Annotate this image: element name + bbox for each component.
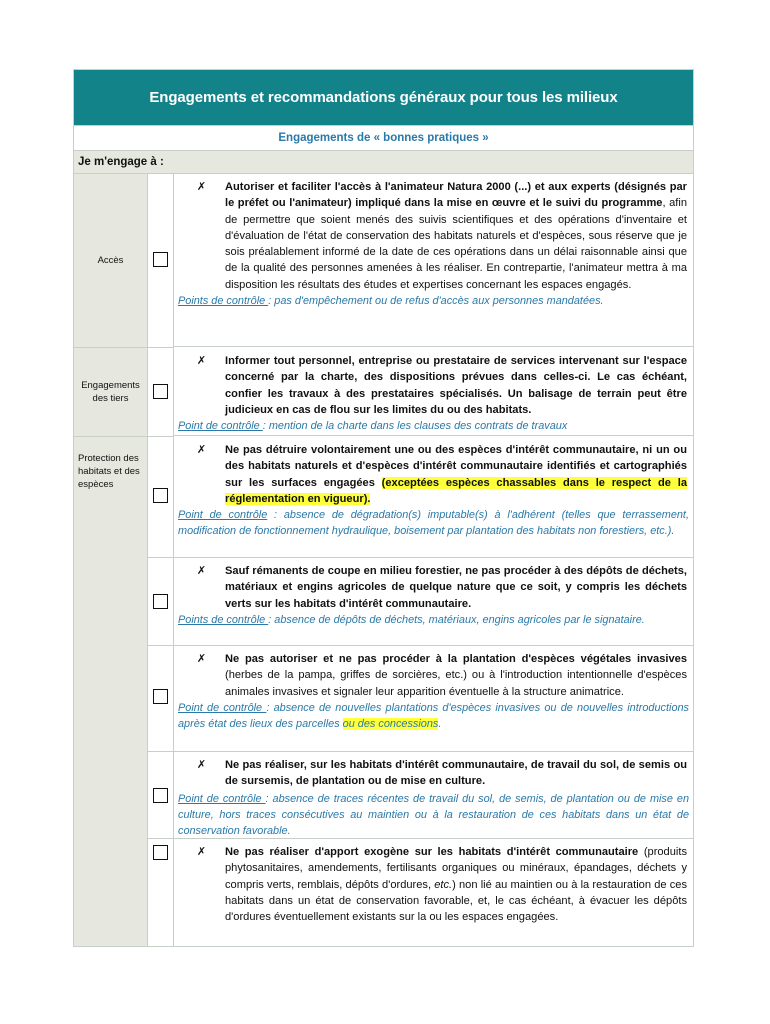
- control-point: [178, 700, 689, 733]
- commitment-bold: Sauf rémanents de coupe en milieu forestier, ne pas procéder à des dépôts de déchets, matériaux et engins agricoles de quelque nature que ce soit, y compris les déchets verts sur les habitats d'intérêt communautaire.: [225, 565, 687, 610]
- commitment-item: [174, 839, 693, 946]
- commitment-text: (produits phytosanitaires, amendements, fertilisants organiques ou minéraux, épandages, déchets y compris verts, remblais, dépôts d'ordures,: [225, 846, 687, 891]
- engage-label: Je m'engage à :: [74, 150, 693, 174]
- commitment-italic: etc.: [434, 878, 453, 891]
- commitment-item: [174, 437, 693, 558]
- control-text-end: .: [438, 718, 442, 731]
- commitment-bold: Informer tout personnel, entreprise ou prestataire de services intervenant sur l'espace concerné par la charte, des dispositions prévues dans celles-ci. Le cas échéant, confier les travaux à des prestataires spécialisés. Un balisage de terrain peut être judicieux en cas de flou sur les limites du ou des habitats.: [225, 355, 687, 416]
- checkbox-cell: [148, 558, 174, 646]
- cross-icon: ✗: [196, 444, 207, 456]
- cross-icon: ✗: [196, 181, 207, 193]
- category-empty: [74, 752, 148, 839]
- checkbox-protection-2[interactable]: [153, 594, 168, 609]
- control-text: : mention de la charte dans les clauses des contrats de travaux: [262, 420, 568, 433]
- cross-icon: ✗: [196, 759, 207, 771]
- commitment-text: , afin de permettre que soient menés des suivis scientifiques et des opérations d'inventaire et d'évaluation de l'état de conservation des habitats naturels et d'espèces, sous réserve que je sois préalablement informé de la date de ces opérations dans un délai raisonnable ainsi que de la qualité des personnes amenées à les réaliser. En contrepartie, l'animateur mettra à ma disposition les résultats des études et expertises concernant les espaces engagés.: [225, 197, 687, 291]
- checkbox-tiers[interactable]: [153, 384, 168, 399]
- checkbox-protection-1[interactable]: [153, 488, 168, 503]
- commitment-bold: Ne pas réaliser d'apport exogène sur les habitats d'intérêt communautaire: [225, 846, 639, 858]
- cross-icon: ✗: [196, 565, 207, 577]
- commitment-item: [174, 752, 693, 839]
- cross-icon: ✗: [196, 653, 207, 665]
- category-tiers: Engagements des tiers: [74, 348, 148, 437]
- checkbox-acces[interactable]: [153, 252, 168, 267]
- checkbox-cell: [148, 174, 174, 348]
- checkbox-protection-5[interactable]: [153, 845, 168, 860]
- commitment-text-end: ) non lié au maintien ou à la restauration de ces habitats dans un état de conservation favorable, et, le cas échéant, à évacuer les dépôts d'ordures éventuellement existants sur la ou les espaces engagées.: [225, 878, 687, 924]
- category-empty: [74, 839, 148, 946]
- control-label: Point de contrôle: [178, 509, 268, 522]
- checkbox-cell: [148, 839, 174, 946]
- category-protection: Protection des habitats et des espèces: [74, 437, 148, 558]
- control-label: Point de contrôle: [178, 792, 266, 805]
- control-text: : absence de traces récentes de travail du sol, de semis, de plantation ou de mise en culture, hors traces consécutives au maintien ou à la restauration de ces habitats dans un état de conservation favorable.: [178, 792, 690, 838]
- cross-icon: ✗: [196, 846, 207, 858]
- commitment-bold: Ne pas autoriser et ne pas procéder à la plantation d'espèces végétales invasives: [225, 653, 687, 665]
- checkbox-cell: [148, 437, 174, 558]
- commitment-item: [174, 646, 693, 752]
- commitment-bold: Ne pas détruire volontairement une ou des espèces d'intérêt communautaire, ni un ou des habitats naturels et d'espèces d'intérêt communautaire identifiés et cartographiés sur les surfaces engagées: [225, 444, 687, 489]
- commitment-bold: Ne pas réaliser, sur les habitats d'intérêt communautaire, de travail du sol, de semis ou de sursemis, de plantation ou de mise en culture.: [225, 759, 687, 788]
- checkbox-protection-3[interactable]: [153, 689, 168, 704]
- commitment-item: [174, 348, 693, 436]
- control-point: [178, 791, 689, 840]
- commitment-rows: [74, 174, 693, 946]
- control-label: Points de contrôle: [178, 613, 269, 626]
- control-text: : absence de nouvelles plantations d'espèces invasives ou de nouvelles introductions après état des lieux des parcelles: [178, 701, 689, 731]
- commitment-text: (herbes de la pampa, griffes de sorcières, etc.) ou à l'introduction intentionnelle d'espèces animales invasives et signaler leur apparition éventuelle à la structure animatrice.: [225, 669, 687, 698]
- commitment-bold: Autoriser et faciliter l'accès à l'animateur Natura 2000 (...) et aux experts (désignés par le préfet ou l'animateur) impliqué dans la mise en œuvre et le suivi du programme: [225, 181, 687, 210]
- category-acces: Accès: [74, 174, 148, 348]
- checkbox-protection-4[interactable]: [153, 788, 168, 803]
- control-label: Point de contrôle: [178, 420, 263, 433]
- checkbox-cell: [148, 348, 174, 437]
- control-text: : absence de dépôts de déchets, matériaux, engins agricoles par le signataire.: [268, 613, 645, 626]
- control-label: Point de contrôle: [178, 701, 267, 714]
- checkbox-cell: [148, 646, 174, 752]
- control-label: Points de contrôle: [178, 295, 269, 308]
- commitment-item: [174, 174, 693, 347]
- highlighted-text: (exceptées espèces chassables dans le respect de la réglementation en vigueur).: [225, 476, 687, 505]
- control-point: [178, 293, 689, 309]
- cross-icon: ✗: [196, 355, 207, 367]
- checkbox-cell: [148, 752, 174, 839]
- control-point: [178, 612, 689, 628]
- category-empty: [74, 646, 148, 752]
- table-title: Engagements et recommandations généraux pour tous les milieux: [74, 70, 693, 125]
- control-text: : pas d'empêchement ou de refus d'accès aux personnes mandatées.: [268, 295, 604, 308]
- control-text: : absence de dégradation(s) imputable(s) à l'adhérent (telles que terrassement, modification de fonctionnement hydraulique, boisement par plantation des habitats non forestiers, etc.).: [178, 509, 689, 538]
- commitment-item: [174, 558, 693, 646]
- control-point: [178, 418, 689, 434]
- charter-table: [73, 69, 694, 947]
- table-subtitle: Engagements de « bonnes pratiques »: [74, 125, 693, 150]
- category-empty: [74, 558, 148, 646]
- highlighted-text: ou des concessions: [342, 718, 439, 731]
- control-point: [178, 507, 689, 540]
